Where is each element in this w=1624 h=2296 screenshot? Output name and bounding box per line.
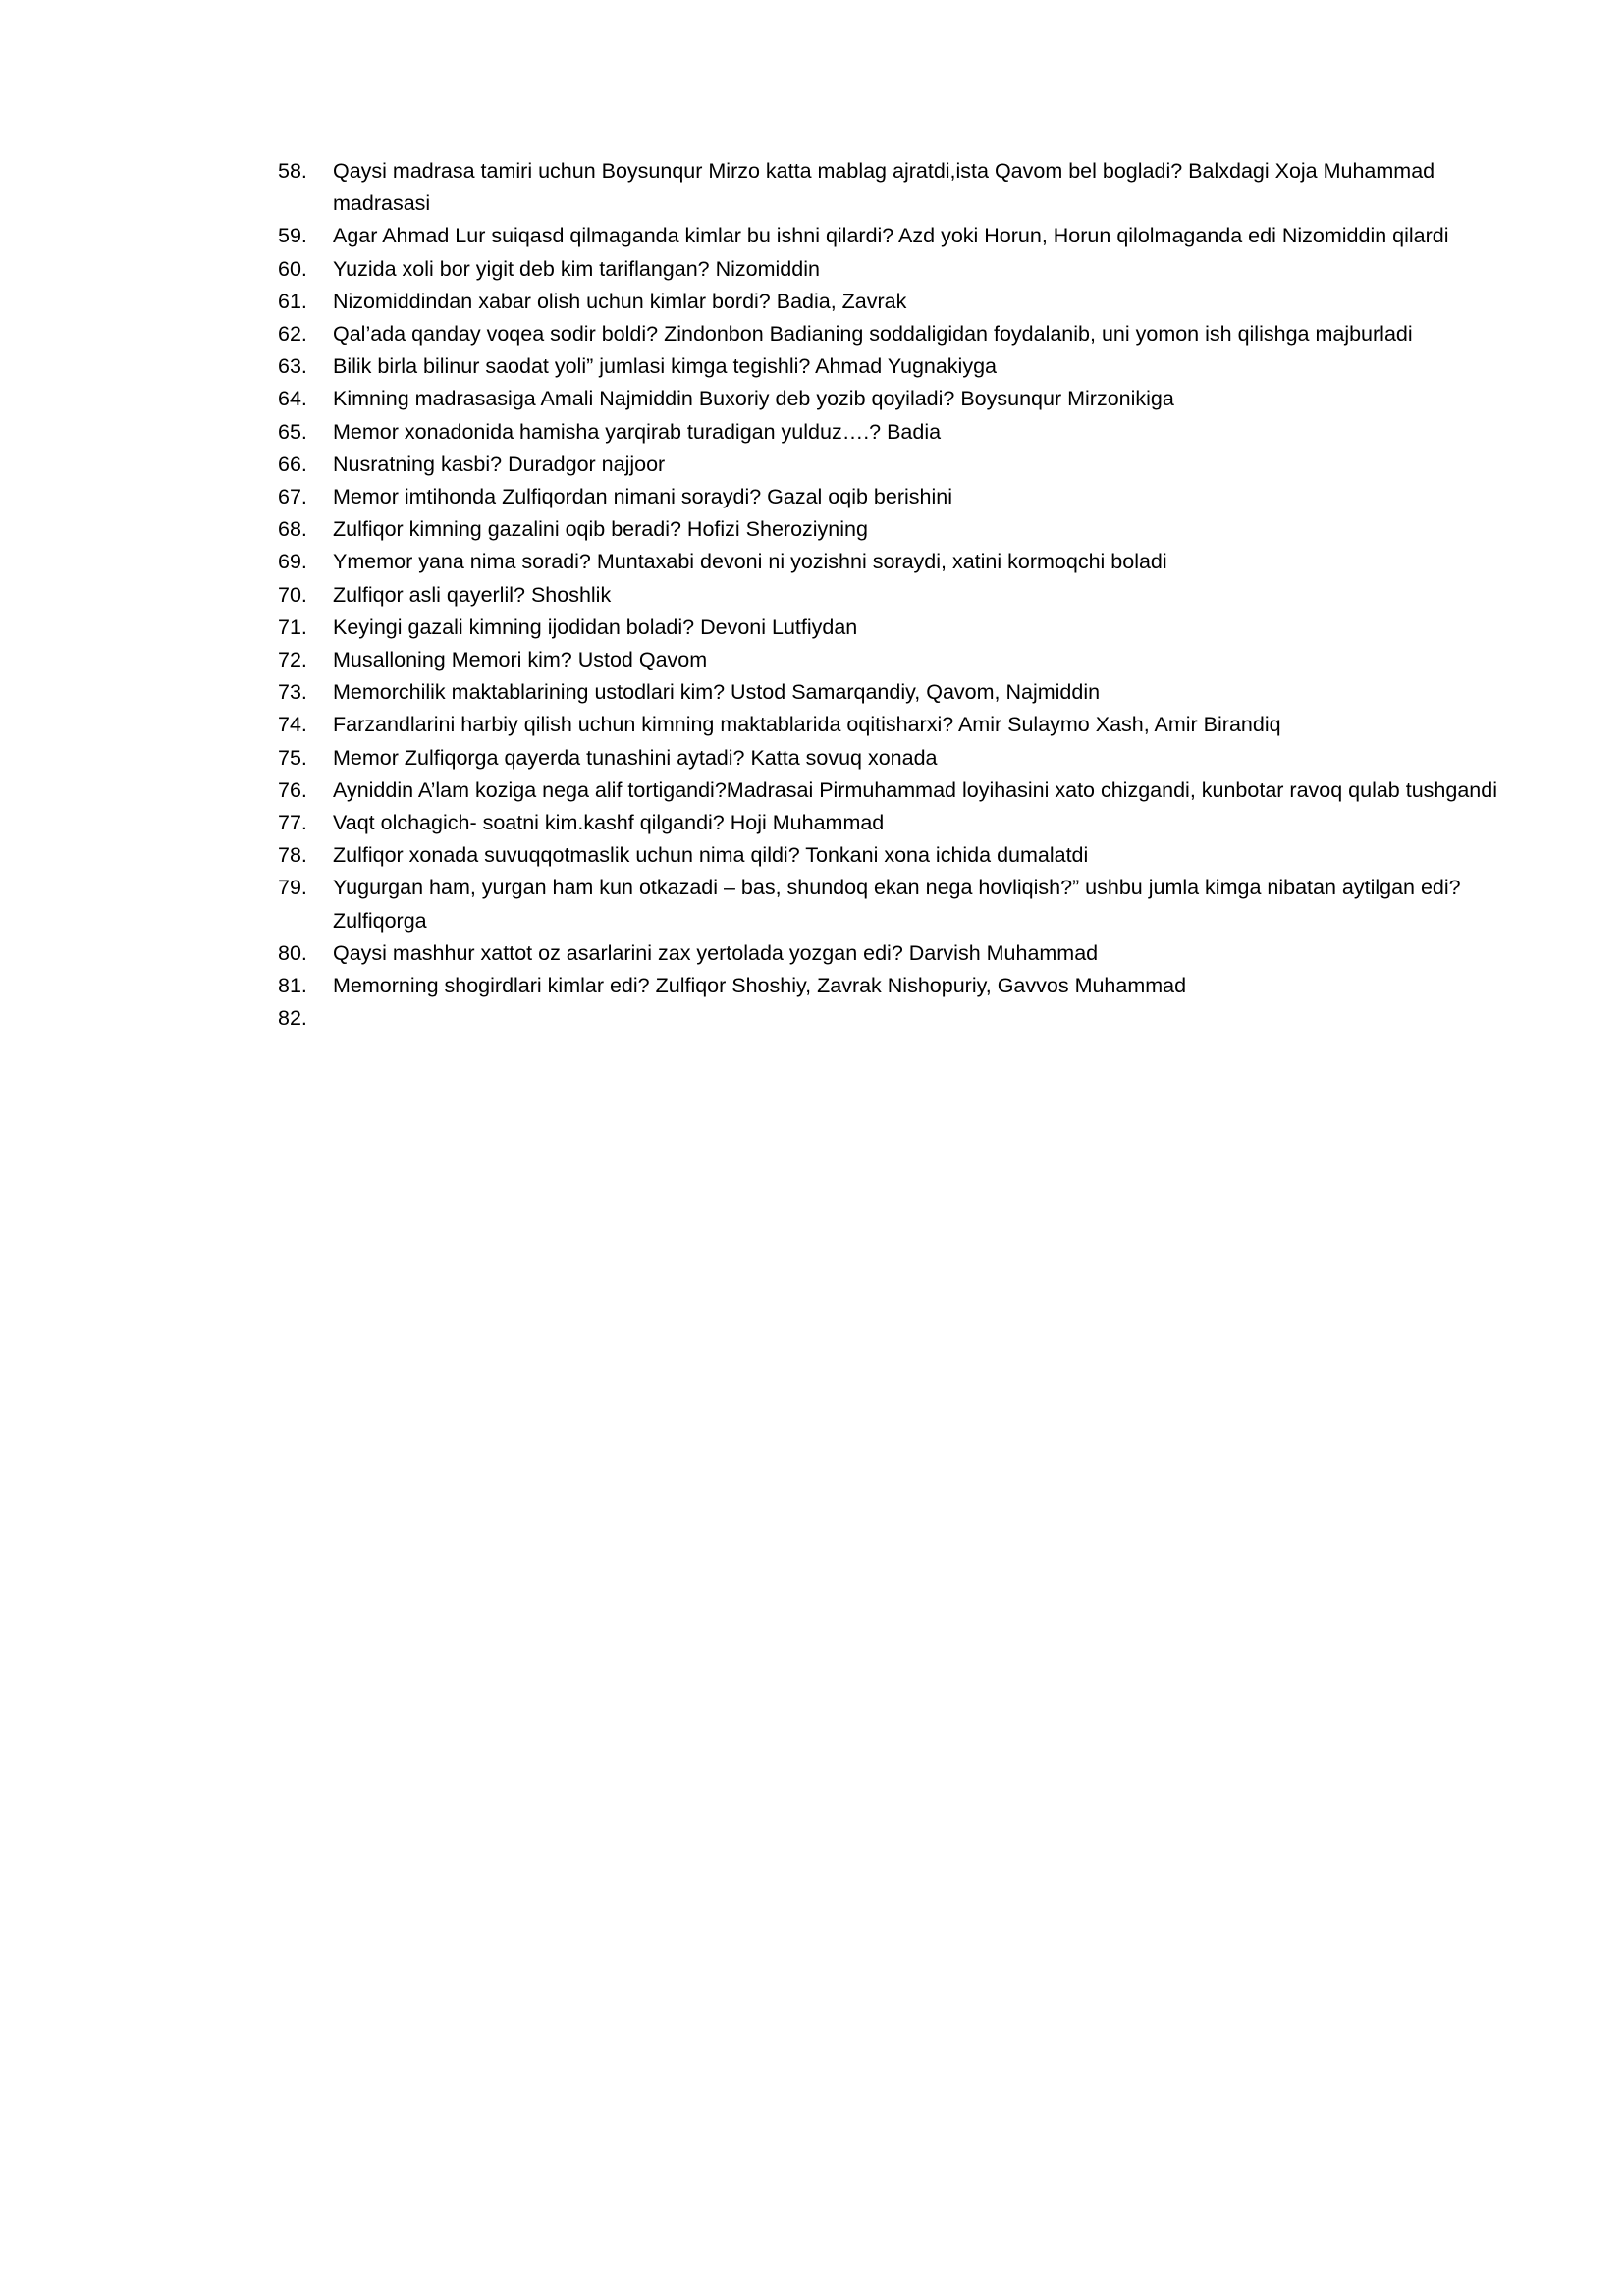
item-number: 68. — [278, 517, 307, 542]
item-text: Vaqt olchagich- soatni kim.kashf qilgandi? Hoji Muhammad — [333, 811, 885, 835]
item-text: Qal’ada qanday voqea sodir boldi? Zindonbon Badianing soddaligidan foydalanib, uni yomon ish qilishga majburladi — [333, 322, 1413, 347]
item-text: Nizomiddindan xabar olish uchun kimlar bordi? Badia, Zavrak — [333, 289, 907, 313]
list-item — [278, 546, 1515, 578]
list-item — [278, 318, 1515, 350]
item-number: 75. — [278, 745, 307, 770]
list-item — [278, 350, 1515, 383]
list-item — [278, 286, 1515, 318]
list-item — [278, 872, 1515, 936]
list-item — [278, 1002, 1515, 1035]
item-number: 59. — [278, 224, 307, 248]
item-text: Ayniddin A’lam koziga nega alif tortigandi?Madrasai Pirmuhammad loyihasini xato chizgandi, kunbotar ravoq qulab tushgandi — [333, 777, 1497, 802]
item-number: 81. — [278, 974, 307, 998]
item-text: Memor xonadonida hamisha yarqirab turadigan yulduz….? Badia — [333, 419, 942, 444]
item-text: Zulfiqor kimning gazalini oqib beradi? Hofizi Sheroziyning — [333, 517, 868, 542]
item-text: Qaysi madrasa tamiri uchun Boysunqur Mirzo katta mablag ajratdi,ista Qavom bel bogladi? Balxdagi Xoja Muhammad madrasasi — [333, 159, 1435, 216]
item-number: 76. — [278, 777, 307, 802]
item-number: 72. — [278, 648, 307, 672]
item-number: 80. — [278, 940, 307, 965]
item-text: Memor imtihonda Zulfiqordan nimani soraydi? Gazal oqib berishini — [333, 485, 952, 509]
item-number: 77. — [278, 811, 307, 835]
item-number: 82. — [278, 1006, 307, 1031]
item-text: Ymemor yana nima soradi? Muntaxabi devoni ni yozishni soraydi, xatini kormoqchi boladi — [333, 550, 1167, 574]
list-item — [278, 644, 1515, 676]
list-item — [278, 839, 1515, 872]
item-text: Nusratning kasbi? Duradgor najjoor — [333, 452, 666, 476]
list-item — [278, 383, 1515, 415]
item-number: 74. — [278, 713, 307, 737]
list-item — [278, 416, 1515, 449]
item-number: 66. — [278, 452, 307, 476]
item-text: Agar Ahmad Lur suiqasd qilmaganda kimlar bu ishni qilardi? Azd yoki Horun, Horun qilolmaganda edi Nizomiddin qilardi — [333, 224, 1449, 248]
list-item — [278, 937, 1515, 970]
list-item — [278, 253, 1515, 286]
item-number: 67. — [278, 485, 307, 509]
item-number: 70. — [278, 582, 307, 607]
item-text: Bilik birla bilinur saodat yoli” jumlasi kimga tegishli? Ahmad Yugnakiyga — [333, 354, 998, 379]
list-item — [278, 807, 1515, 839]
item-text: Yuzida xoli bor yigit deb kim tariflangan? Nizomiddin — [333, 256, 820, 281]
item-text: Farzandlarini harbiy qilish uchun kimning maktablarida oqitisharxi? Amir Sulaymo Xash, Amir Birandiq — [333, 713, 1281, 737]
list-item — [278, 709, 1515, 741]
list-item — [278, 220, 1515, 252]
item-number: 78. — [278, 843, 307, 868]
item-number: 58. — [278, 159, 307, 183]
item-number: 73. — [278, 680, 307, 705]
item-number: 79. — [278, 876, 307, 900]
item-text: Zulfiqor asli qayerlil? Shoshlik — [333, 582, 612, 607]
item-text: Qaysi mashhur xattot oz asarlarini zax yertolada yozgan edi? Darvish Muhammad — [333, 940, 1099, 965]
item-text: Zulfiqor xonada suvuqqotmaslik uchun nima qildi? Tonkani xona ichida dumalatdi — [333, 843, 1089, 868]
item-number: 60. — [278, 256, 307, 281]
item-text: Keyingi gazali kimning ijodidan boladi? Devoni Lutfiydan — [333, 614, 858, 639]
item-text: Yugurgan ham, yurgan ham kun otkazadi – bas, shundoq ekan nega hovliqish?” ushbu jumla kimga nibatan aytilgan edi? Zulfiqorga — [333, 876, 1461, 933]
item-number: 63. — [278, 354, 307, 379]
item-text: Kimning madrasasiga Amali Najmiddin Buxoriy deb yozib qoyiladi? Boysunqur Mirzonikiga — [333, 387, 1174, 411]
item-number: 71. — [278, 614, 307, 639]
list-item — [278, 676, 1515, 709]
item-number: 69. — [278, 550, 307, 574]
list-item — [278, 449, 1515, 481]
list-item — [278, 155, 1515, 220]
list-item — [278, 481, 1515, 513]
item-text: Memorchilik maktablarining ustodlari kim? Ustod Samarqandiy, Qavom, Najmiddin — [333, 680, 1101, 705]
list-item — [278, 513, 1515, 546]
item-text: Memor Zulfiqorga qayerda tunashini aytadi? Katta sovuq xonada — [333, 745, 938, 770]
list-item — [278, 579, 1515, 612]
list-item — [278, 742, 1515, 774]
item-number: 62. — [278, 322, 307, 347]
item-number: 65. — [278, 419, 307, 444]
item-number: 64. — [278, 387, 307, 411]
question-list — [278, 155, 1515, 1035]
list-item — [278, 774, 1515, 807]
item-text: Musalloning Memori kim? Ustod Qavom — [333, 648, 708, 672]
item-number: 61. — [278, 289, 307, 313]
item-text: Memorning shogirdlari kimlar edi? Zulfiqor Shoshiy, Zavrak Nishopuriy, Gavvos Muhammad — [333, 974, 1187, 998]
list-item — [278, 970, 1515, 1002]
list-item — [278, 612, 1515, 644]
